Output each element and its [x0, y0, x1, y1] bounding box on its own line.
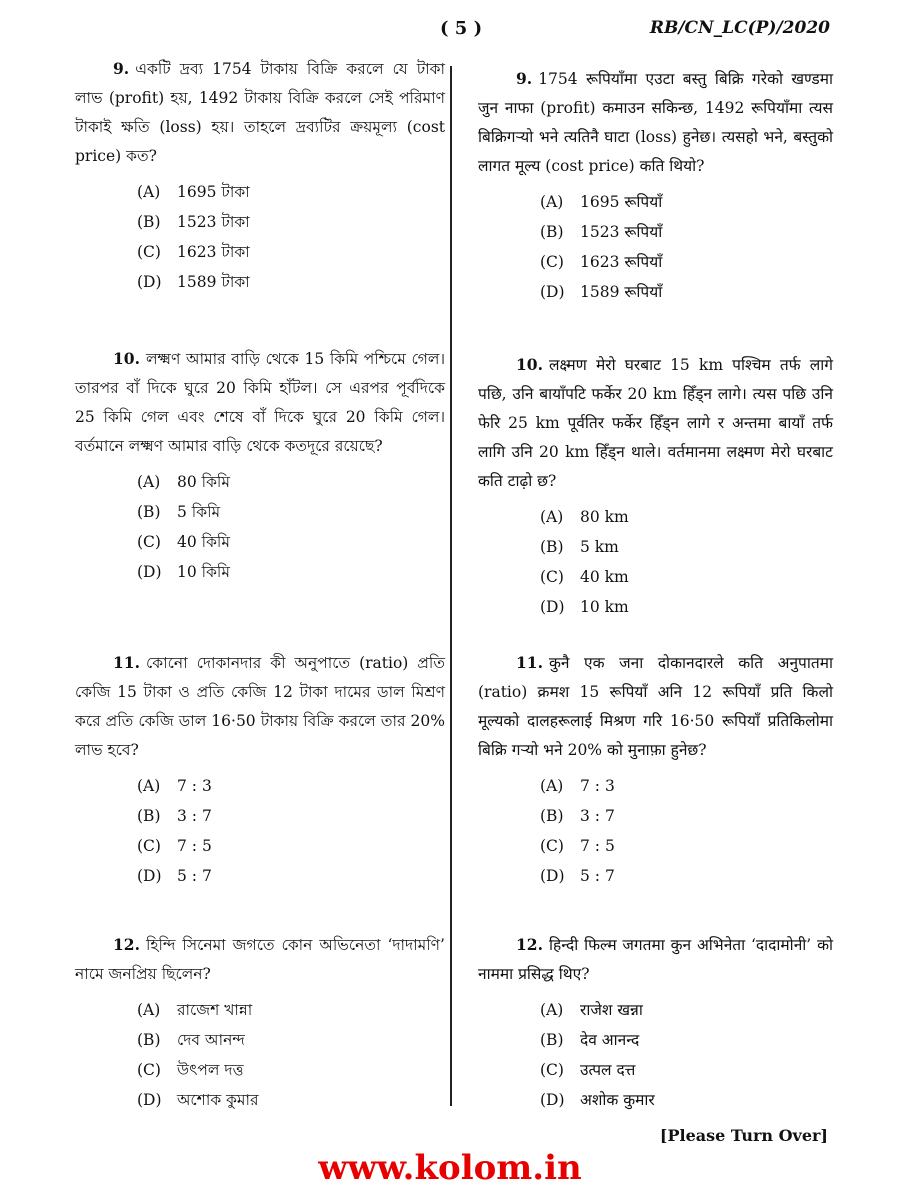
question-number: 11.: [113, 653, 140, 672]
website-watermark[interactable]: www.kolom.in: [318, 1148, 582, 1188]
option: (C) 1623 টাকা: [137, 243, 250, 261]
question-number: 10.: [113, 349, 140, 368]
question-block: [75, 648, 445, 891]
question-number: 9.: [113, 59, 130, 78]
option: (A) 7 : 3: [137, 777, 212, 795]
question-number: 12.: [113, 935, 140, 954]
option: (C) উৎপল দত্ত: [137, 1061, 244, 1079]
question-block: [75, 344, 445, 587]
option: (A) 80 কিমি: [137, 473, 230, 491]
option: (C) 7 : 5: [137, 837, 212, 855]
options-list: [540, 502, 833, 622]
option: (A) রাজেশ খান্না: [137, 1001, 253, 1019]
options-list: [137, 177, 445, 297]
option: (D) अशोक कुमार: [540, 1091, 655, 1109]
question-block: [478, 930, 833, 1115]
option: (A) 1695 টাকা: [137, 183, 250, 201]
question-block: [478, 648, 833, 891]
column-divider: [450, 66, 452, 1106]
option: (A) 1695 रूपियाँ: [540, 193, 663, 211]
option: (B) 1523 रूपियाँ: [540, 223, 663, 241]
option: (C) 7 : 5: [540, 837, 615, 855]
question-text: 11. কোনো দোকানদার কী অনুপাতে (ratio) প্রতি কেজি 15 টাকা ও প্রতি কেজি 12 টাকা দামের ডাল মিশ্রণ করে প্রতি কেজি ডাল 16·50 টাকায় বিক্রি করলে তার 20% লাভ হবে?: [75, 653, 445, 759]
options-list: [540, 995, 833, 1115]
option: (C) 40 km: [540, 568, 629, 586]
option: (D) 10 কিমি: [137, 563, 230, 581]
options-list: [137, 771, 445, 891]
option: (B) देव आनन्द: [540, 1031, 640, 1049]
question-text: 12. হিন্দি সিনেমা জগতে কোন অভিনেতা ‘দাদামণি’ নামে জনপ্রিয় ছিলেন?: [75, 935, 445, 983]
option: (B) 5 কিমি: [137, 503, 221, 521]
question-text: 9. 1754 रूपियाँमा एउटा बस्तु बिक्रि गरेको खण्डमा जुन नाफा (profit) कमाउन सकिन्छ, 1492 रूपियाँमा त्यस बिक्रिगऱ्यो भने त्यतिनै घाटा (loss) हुनेछ। त्यसहो भने, बस्तुको लागत मूल्य (cost price) कति थियो?: [478, 69, 833, 175]
question-number: 10.: [516, 355, 543, 374]
question-number: 12.: [516, 935, 543, 954]
options-list: [137, 995, 445, 1115]
question-block: [75, 930, 445, 1115]
options-list: [137, 467, 445, 587]
option: (D) অশোক কুমার: [137, 1091, 259, 1109]
question-text: 12. हिन्दी फिल्म जगतमा कुन अभिनेता ‘दादामोनी’ को नाममा प्रसिद्ध थिए?: [478, 935, 833, 983]
option: (B) 3 : 7: [137, 807, 212, 825]
page-number: ( 5 ): [440, 18, 483, 39]
option: (D) 1589 रूपियाँ: [540, 283, 663, 301]
question-block: [478, 350, 833, 622]
option: (A) 80 km: [540, 508, 629, 526]
question-text: 10. लक्ष्मण मेरो घरबाट 15 km पश्चिम तर्फ लागे पछि, उनि बायाँपटि फर्केर 20 km हिँड्न लागे। त्यस पछि उनि फेरि 25 km पूर्वतिर फर्केर हिँड्न लागे र अन्तमा बायाँ तर्फ लागि उनि 20 km हिँड्न थाले। वर्तमानमा लक्ष्मण मेरो घरबाट कति टाढ़ो छ?: [478, 355, 833, 490]
option: (B) 1523 টাকা: [137, 213, 250, 231]
question-text: 11. कुनै एक जना दोकानदारले कति अनुपातमा (ratio) क्रमश 15 रूपियाँ अनि 12 रूपियाँ प्रति किलो मूल्यको दालहरूलाई मिश्रण गरि 16·50 रूपियाँ प्रतिकिलोमा बिक्रि गऱ्यो भने 20% को मुनाफ़ा हुनेछ?: [478, 653, 833, 759]
option: (C) उत्पल दत्त: [540, 1061, 636, 1079]
option: (B) দেব আনন্দ: [137, 1031, 245, 1049]
option: (B) 3 : 7: [540, 807, 615, 825]
option: (C) 1623 रूपियाँ: [540, 253, 663, 271]
options-list: [540, 187, 833, 307]
option: (A) राजेश खन्ना: [540, 1001, 643, 1019]
option: (D) 10 km: [540, 598, 629, 616]
option: (D) 1589 টাকা: [137, 273, 250, 291]
question-text: 9. একটি দ্রব্য 1754 টাকায় বিক্রি করলে যে টাকা লাভ (profit) হয়, 1492 টাকায় বিক্রি করলে সেই পরিমাণ টাকাই ক্ষতি (loss) হয়। তাহলে দ্রব্যটির ক্রয়মূল্য (cost price) কত?: [75, 59, 445, 165]
question-text: 10. লক্ষ্মণ আমার বাড়ি থেকে 15 কিমি পশ্চিমে গেল। তারপর বাঁ দিকে ঘুরে 20 কিমি হাঁটল। সে এরপর পূর্বদিকে 25 কিমি গেল এবং শেষে বাঁ দিকে ঘুরে 20 কিমি গেল। বর্তমানে লক্ষ্মণ আমার বাড়ি থেকে কতদূরে রয়েছে?: [75, 349, 445, 455]
option: (D) 5 : 7: [540, 867, 615, 885]
paper-code: RB/CN_LC(P)/2020: [649, 18, 830, 38]
option: (D) 5 : 7: [137, 867, 212, 885]
turn-over-note: [Please Turn Over]: [659, 1126, 828, 1145]
options-list: [540, 771, 833, 891]
question-number: 9.: [516, 69, 533, 88]
question-block: [478, 64, 833, 307]
question-block: [75, 54, 445, 297]
option: (C) 40 কিমি: [137, 533, 230, 551]
option: (A) 7 : 3: [540, 777, 615, 795]
option: (B) 5 km: [540, 538, 619, 556]
question-number: 11.: [516, 653, 543, 672]
